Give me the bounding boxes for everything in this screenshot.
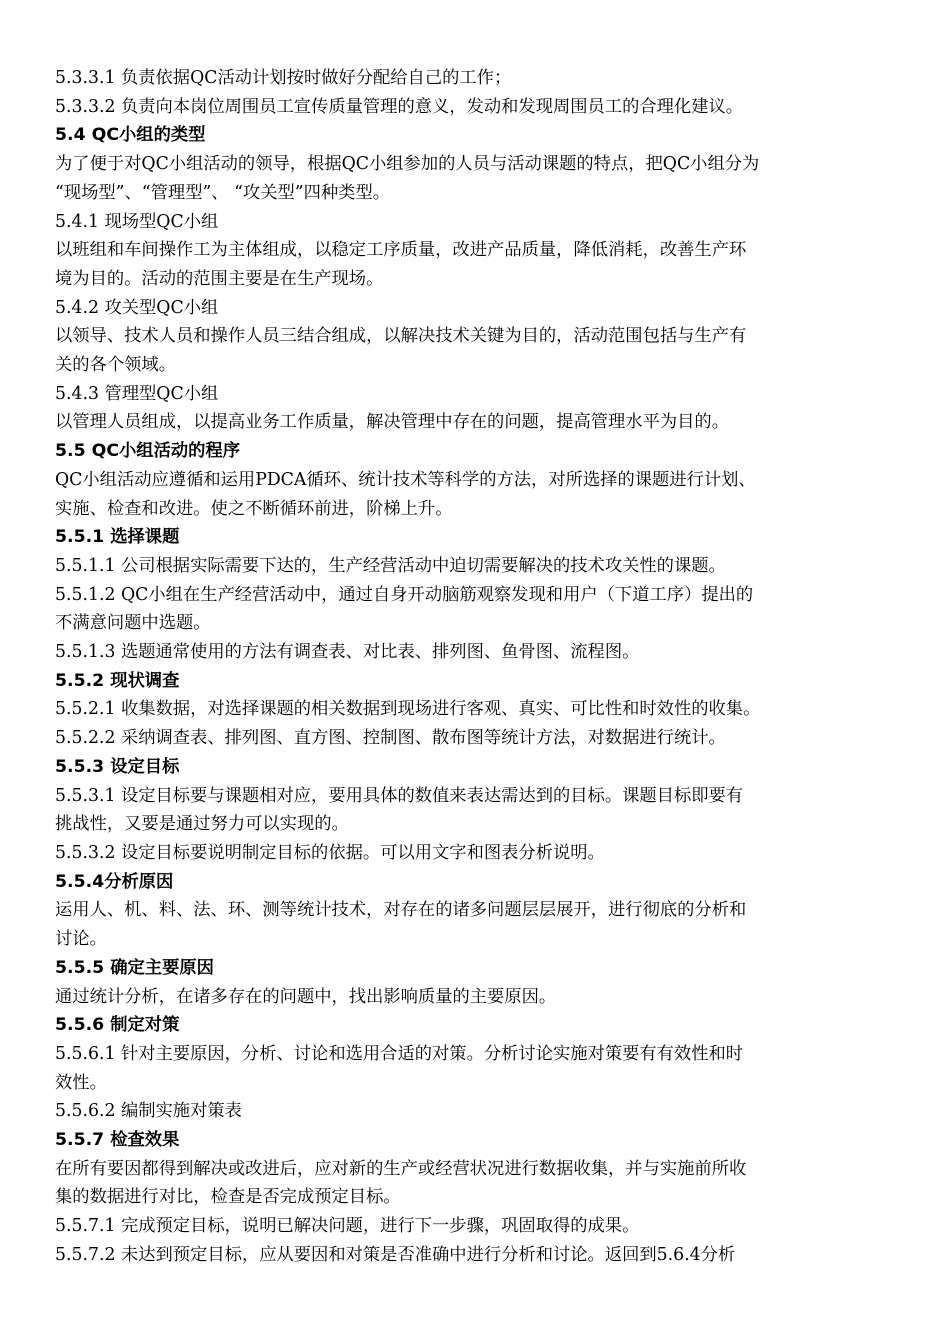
text-line: 关的各个领域。 <box>55 355 176 376</box>
text-line: 5.5.7.1 完成预定目标，说明已解决问题，进行下一步骤，巩固取得的成果。 <box>55 1216 640 1237</box>
text-line: 以管理人员组成，以提高业务工作质量，解决管理中存在的问题，提高管理水平为目的。 <box>55 412 729 433</box>
text-line: 5.5.7.2 未达到预定目标，应从要因和对策是否准确中进行分析和讨论。返回到5.6.4分析 <box>55 1244 736 1265</box>
text-line: 讨论。 <box>55 929 107 950</box>
text-line: 5.4.2 攻关型QC小组 <box>55 297 219 318</box>
text-line: 5.5.1.2 QC小组在生产经营活动中，通过自身开动脑筋观察发现和用户（下道工序）提出的 <box>55 584 754 605</box>
text-line: 以领导、技术人员和操作人员三结合组成，以解决技术关键为目的，活动范围包括与生产有 <box>55 326 747 347</box>
text-line: 挑战性，又要是通过努力可以实现的。 <box>55 814 349 835</box>
text-line: 集的数据进行对比，检查是否完成预定目标。 <box>55 1187 401 1208</box>
text-line: 以班组和车间操作工为主体组成，以稳定工序质量，改进产品质量，降低消耗，改善生产环 <box>55 240 747 261</box>
text-line: 为了便于对QC小组活动的领导，根据QC小组参加的人员与活动课题的特点，把QC小组分为 <box>55 154 760 175</box>
text-line: 5.5.1.1 公司根据实际需要下达的，生产经营活动中迫切需要解决的技术攻关性的课题。 <box>55 555 726 576</box>
section-heading: 5.5.5 确定主要原因 <box>55 957 214 978</box>
document-page <box>55 64 897 1270</box>
text-line: “现场型”、“管理型”、 “攻关型”四种类型。 <box>55 182 391 203</box>
text-line: 5.5.2.1 收集数据，对选择课题的相关数据到现场进行客观、真实、可比性和时效性的收集。 <box>55 699 761 720</box>
text-line: 5.5.6.1 针对主要原因，分析、讨论和选用合适的对策。分析讨论实施对策要有有效性和时 <box>55 1043 744 1064</box>
section-heading: 5.4 QC小组的类型 <box>55 125 206 146</box>
text-line: 5.4.1 现场型QC小组 <box>55 211 219 232</box>
text-line: 5.3.3.1 负责依据QC活动计划按时做好分配给自己的工作； <box>55 68 512 88</box>
text-line: 运用人、机、料、法、环、测等统计技术，对存在的诸多问题层层展开，进行彻底的分析和 <box>55 900 747 921</box>
section-heading: 5.5.7 检查效果 <box>55 1130 180 1151</box>
text-line: 通过统计分析，在诸多存在的问题中，找出影响质量的主要原因。 <box>55 986 557 1007</box>
text-line: 5.5.6.2 编制实施对策表 <box>55 1101 242 1122</box>
text-line: QC小组活动应遵循和运用PDCA循环、统计技术等科学的方法，对所选择的课题进行计划、 <box>55 469 756 490</box>
section-heading: 5.5.1 选择课题 <box>55 527 180 548</box>
text-line: 5.5.2.2 采纳调查表、排列图、直方图、控制图、散布图等统计方法，对数据进行统计。 <box>55 728 726 749</box>
section-heading: 5.5.2 现状调查 <box>55 670 180 691</box>
text-line: 5.5.1.3 选题通常使用的方法有调查表、对比表、排列图、鱼骨图、流程图。 <box>55 642 640 663</box>
text-line: 境为目的。活动的范围主要是在生产现场。 <box>55 268 384 289</box>
text-line: 5.5.3.1 设定目标要与课题相对应，要用具体的数值来表达需达到的目标。课题目标即要有 <box>55 785 744 806</box>
text-line: 5.5.3.2 设定目标要说明制定目标的依据。可以用文字和图表分析说明。 <box>55 842 605 863</box>
text-line: 不满意问题中选题。 <box>55 613 211 634</box>
text-line: 实施、检查和改进。使之不断循环前进，阶梯上升。 <box>55 498 453 519</box>
section-heading: 5.5.4分析原因 <box>55 871 174 892</box>
text-line: 在所有要因都得到解决或改进后，应对新的生产或经营状况进行数据收集，并与实施前所收 <box>55 1158 747 1179</box>
text-line: 5.4.3 管理型QC小组 <box>55 383 219 404</box>
text-line: 效性。 <box>55 1072 107 1093</box>
section-heading: 5.5 QC小组活动的程序 <box>55 441 240 462</box>
text-line: 5.3.3.2 负责向本岗位周围员工宣传质量管理的意义，发动和发现周围员工的合理化建议。 <box>55 96 744 117</box>
section-heading: 5.5.3 设定目标 <box>55 756 180 777</box>
section-heading: 5.5.6 制定对策 <box>55 1015 180 1036</box>
